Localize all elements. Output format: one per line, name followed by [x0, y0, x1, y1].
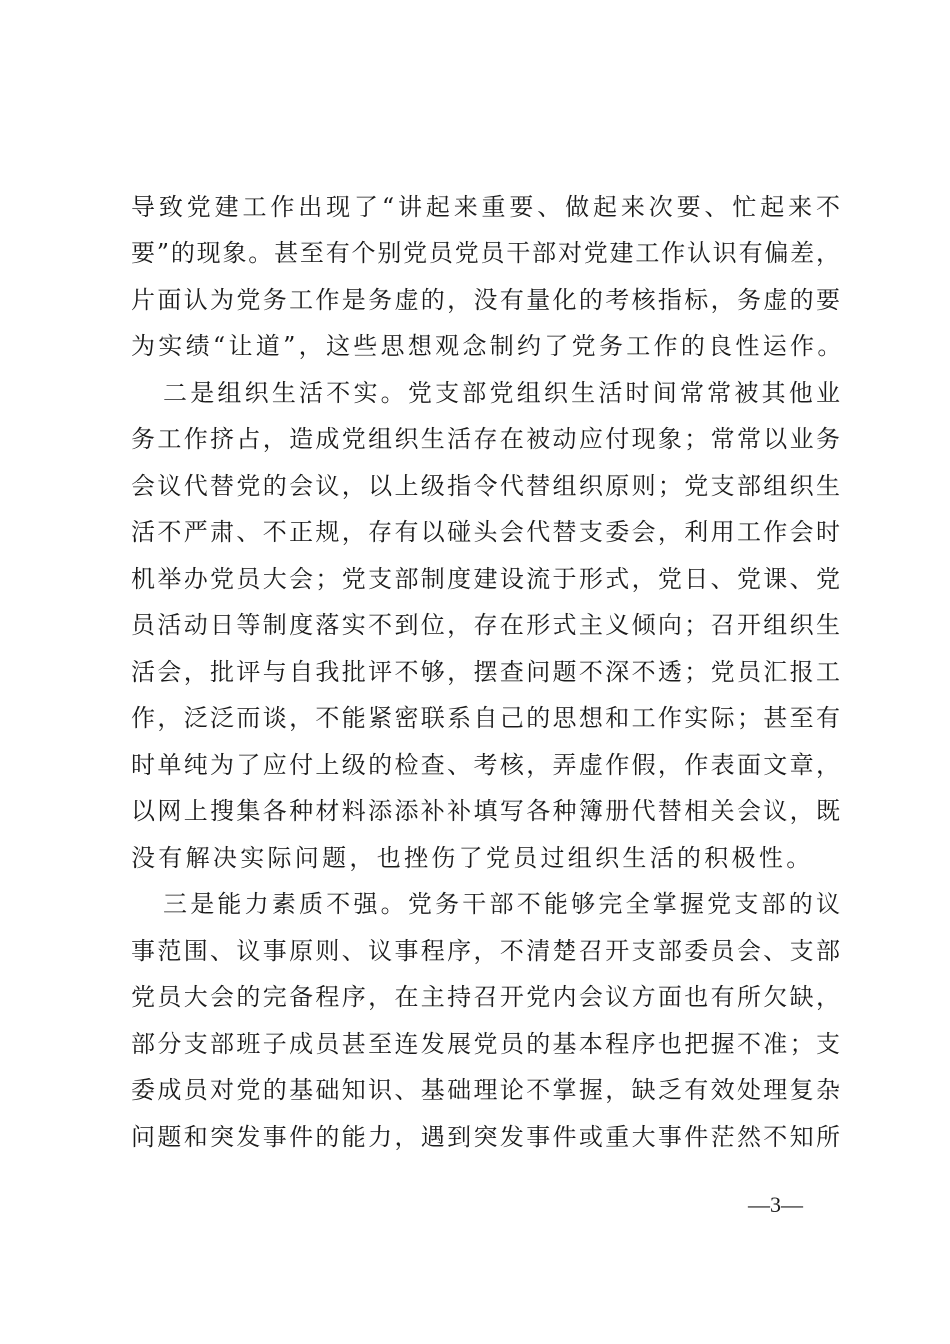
text-line: 部分支部班子成员甚至连发展党员的基本程序也把握不准；支 — [131, 1030, 840, 1058]
text-line: 问题和突发事件的能力，遇到突发事件或重大事件茫然不知所 — [131, 1123, 840, 1151]
paragraph-heading-line: 三是能力素质不强。党务干部不能够完全掌握党支部的议 — [163, 890, 840, 918]
text-line: 为实绩“让道”，这些思想观念制约了党务工作的良性运作。 — [131, 332, 845, 360]
text-line: 委成员对党的基础知识、基础理论不掌握，缺乏有效处理复杂 — [131, 1076, 840, 1104]
text-line: 没有解决实际问题，也挫伤了党员过组织生活的积极性。 — [131, 844, 814, 872]
paragraph-heading-line: 二是组织生活不实。党支部党组织生活时间常常被其他业 — [163, 379, 840, 407]
text-line: 务工作挤占，造成党组织生活存在被动应付现象；常常以业务 — [131, 425, 840, 453]
text-line: 以网上搜集各种材料添添补补填写各种簿册代替相关会议，既 — [131, 797, 840, 825]
text-line: 时单纯为了应付上级的检查、考核，弄虚作假，作表面文章， — [131, 751, 840, 779]
text-line: 片面认为党务工作是务虚的，没有量化的考核指标，务虚的要 — [131, 286, 840, 314]
text-line: 活会，批评与自我批评不够，摆查问题不深不透；党员汇报工 — [131, 658, 840, 686]
text-line: 事范围、议事原则、议事程序，不清楚召开支部委员会、支部 — [131, 937, 840, 965]
text-line: 党员大会的完备程序，在主持召开党内会议方面也有所欠缺， — [131, 983, 840, 1011]
text-line: 活不严肃、不正规，存有以碰头会代替支委会，利用工作会时 — [131, 518, 840, 546]
text-line: 作，泛泛而谈，不能紧密联系自己的思想和工作实际；甚至有 — [131, 704, 840, 732]
text-line: 会议代替党的会议，以上级指令代替组织原则；党支部组织生 — [131, 472, 840, 500]
text-line: 要”的现象。甚至有个别党员党员干部对党建工作认识有偏差， — [131, 239, 840, 267]
text-line: 员活动日等制度落实不到位，存在形式主义倾向；召开组织生 — [131, 611, 840, 639]
text-line: 机举办党员大会；党支部制度建设流于形式，党日、党课、党 — [131, 565, 840, 593]
text-line: 导致党建工作出现了“讲起来重要、做起来次要、忙起来不 — [131, 193, 840, 221]
page-number: —3— — [748, 1192, 803, 1217]
